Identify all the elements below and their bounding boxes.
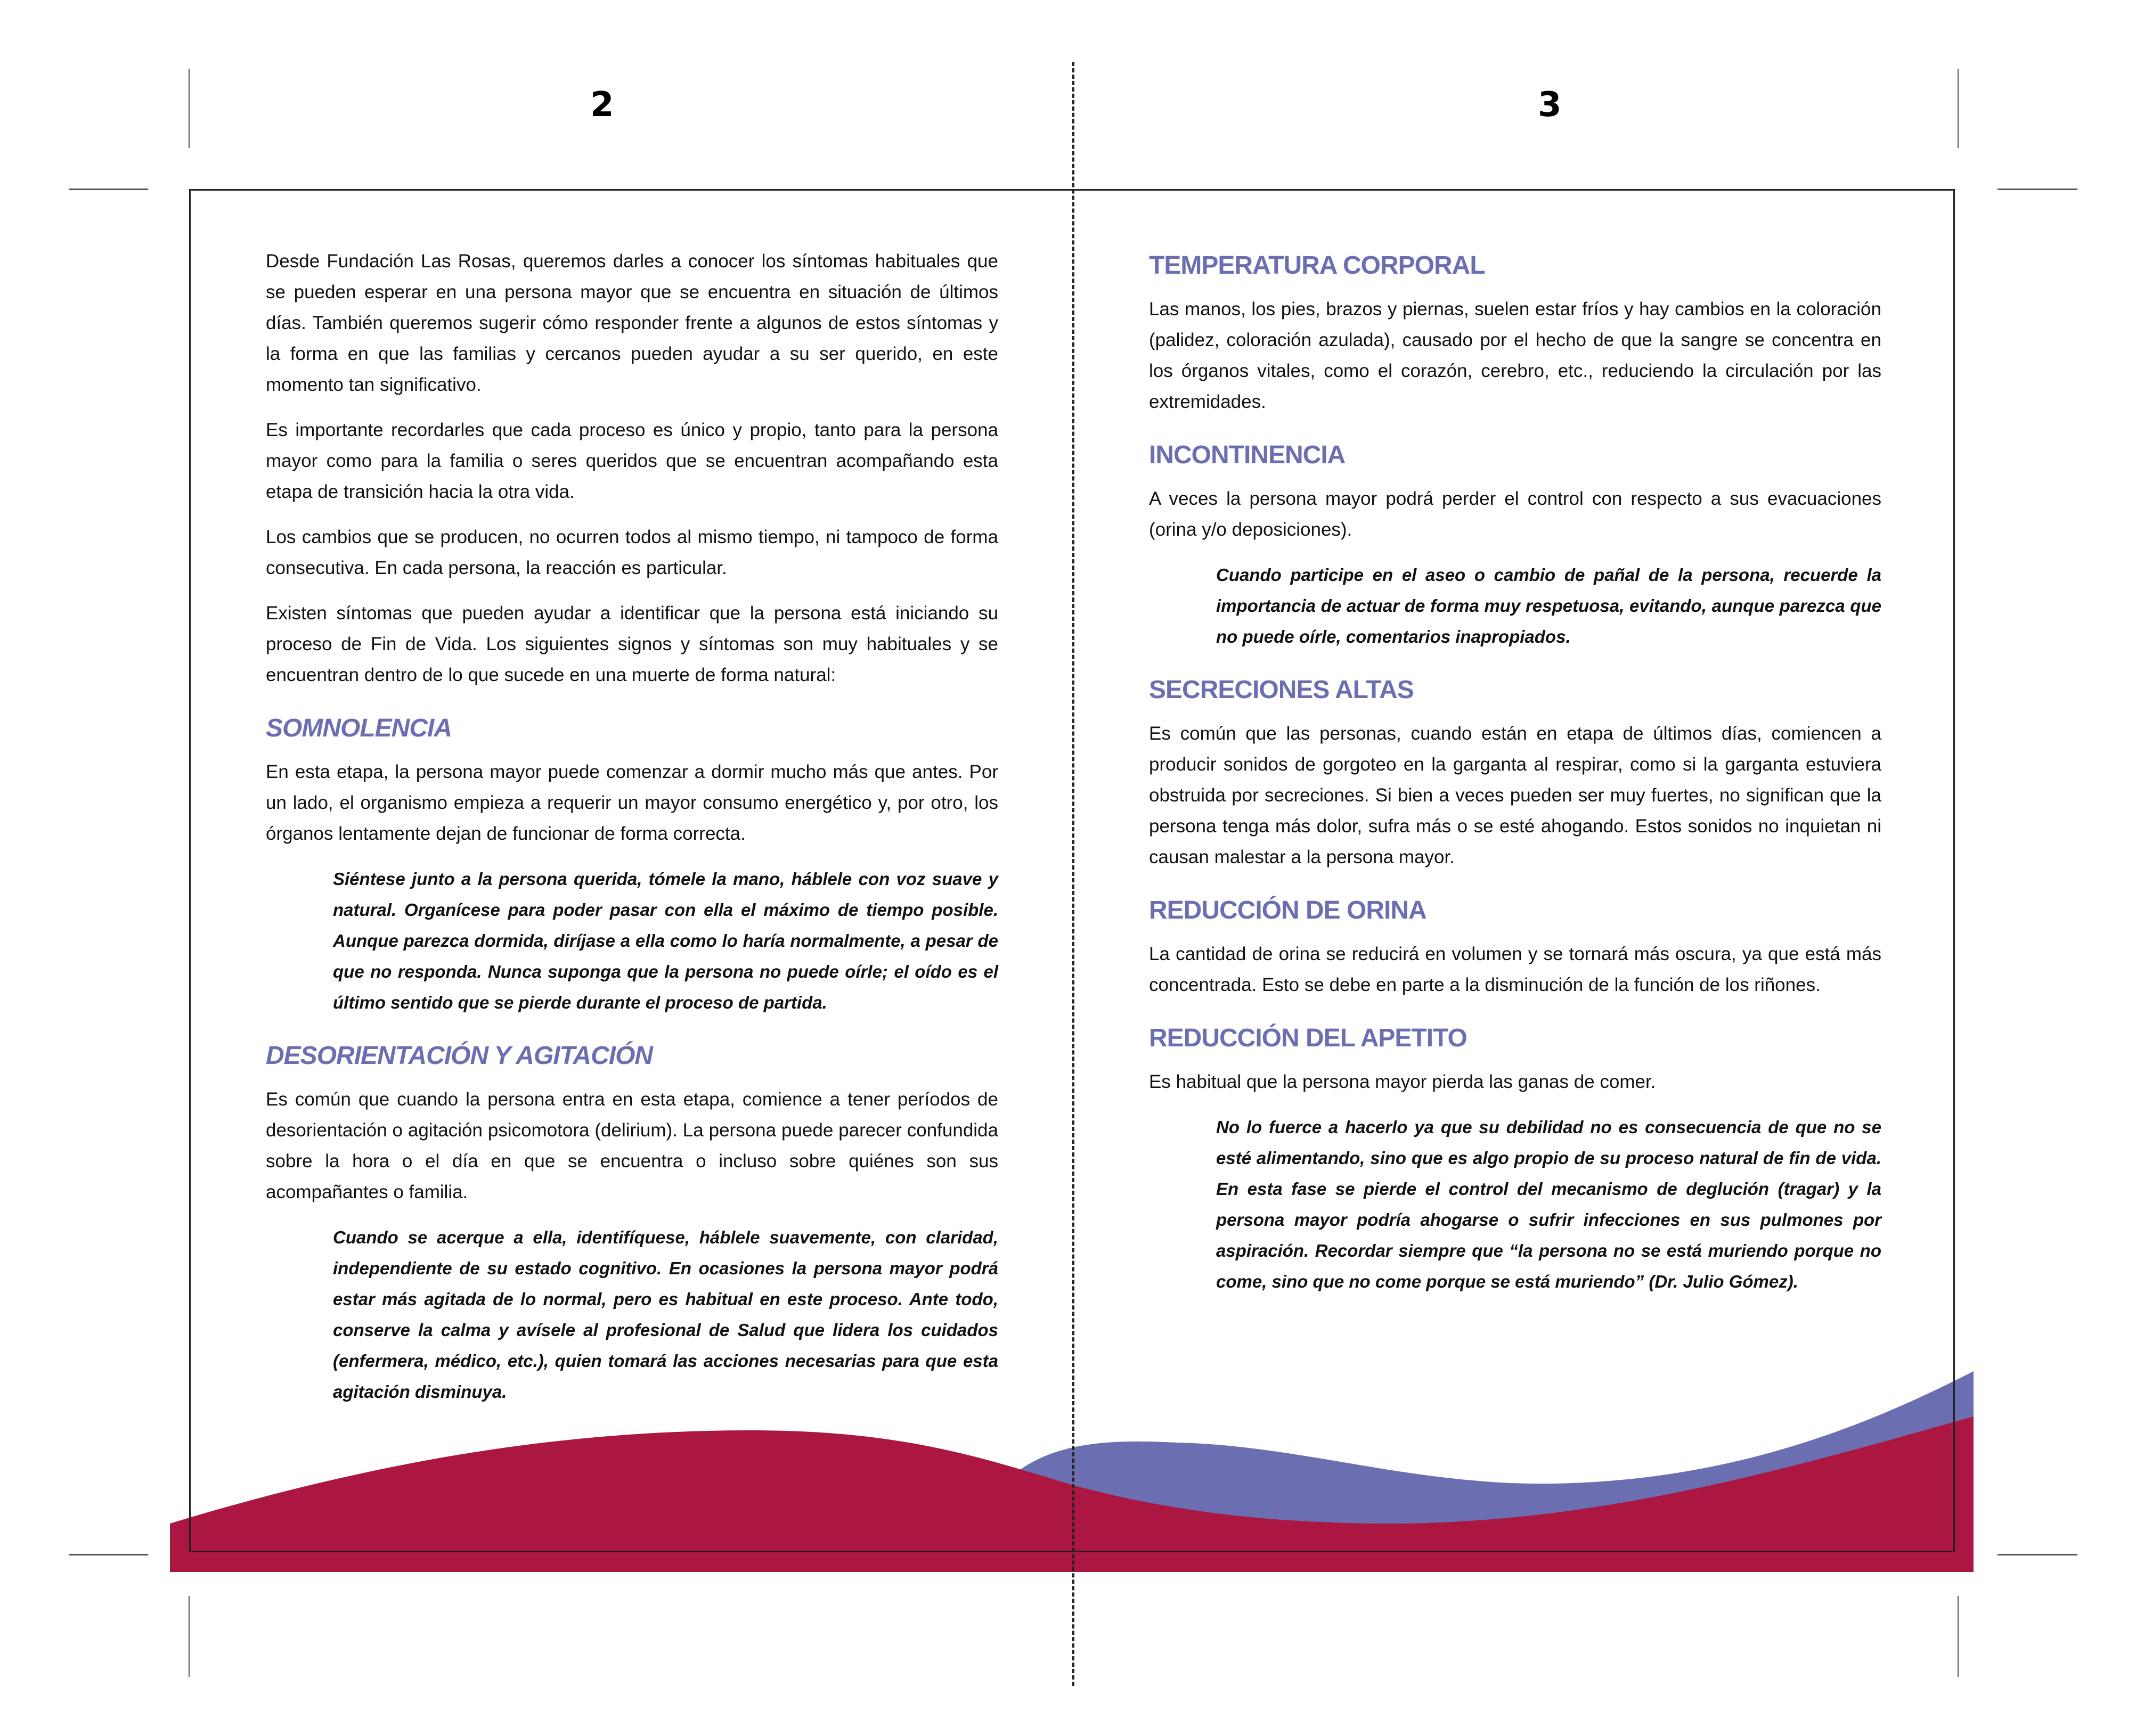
section-body-somnolencia: En esta etapa, la persona mayor puede comenzar a dormir mucho más que antes. Por un lado, el organismo empieza a requerir un mayor consumo energético y, por otro, los órganos lentamente dejan de funcionar de forma correcta. (266, 761, 998, 844)
right-page-content (1149, 250, 1881, 1312)
section-body-incontinencia: A veces la persona mayor podrá perder el control con respecto a sus evacuaciones (orina y/o deposiciones). (1149, 488, 1881, 540)
section-body-apetito: Es habitual que la persona mayor pierda las ganas de comer. (1149, 1071, 1656, 1092)
section-heading-orina: REDUCCIÓN DE ORINA (1149, 896, 1426, 924)
intro-paragraph: Desde Fundación Las Rosas, queremos darles a conocer los síntomas habituales que se pueden esperar en una persona mayor que se encuentra en situación de últimos días. También queremos sugerir cómo responder frente a algunos de estos síntomas y la forma en que las familias y cercanos pueden ayudar a su ser querido, en este momento tan significativo. (266, 251, 998, 395)
section-heading-somnolencia: SOMNOLENCIA (266, 714, 452, 742)
advice-incontinencia: Cuando participe en el aseo o cambio de pañal de la persona, recuerde la importancia de actuar de forma muy respetuosa, evitando, aunque parezca que no puede oírle, comentarios inapropiados. (1216, 565, 1881, 646)
section-body-secreciones: Es común que las personas, cuando están en etapa de últimos días, comiencen a producir sonidos de gorgoteo en la garganta al respirar, como si la garganta estuviera obstruida por secreciones. Si bien a veces pueden ser muy fuertes, no significan que la persona tenga más dolor, sufra más o se esté ahogando. Estos sonidos no inquietan ni causan malestar a la persona mayor. (1149, 723, 1881, 867)
section-heading-temperatura: TEMPERATURA CORPORAL (1149, 251, 1485, 280)
section-heading-incontinencia: INCONTINENCIA (1149, 441, 1346, 469)
intro-paragraph: Existen síntomas que pueden ayudar a identificar que la persona está iniciando su proceso de Fin de Vida. Los siguientes signos y síntomas son muy habituales y se encuentran dentro de lo que sucede en una muerte de forma natural: (266, 603, 998, 685)
section-heading-secreciones: SECRECIONES ALTAS (1149, 676, 1414, 704)
page-number-left: 2 (590, 85, 614, 125)
left-page-content (266, 246, 998, 1422)
section-body-temperatura: Las manos, los pies, brazos y piernas, suelen estar fríos y hay cambios en la coloración (palidez, coloración azulada), causado por el hecho de que la sangre se concentra en los órganos vitales, como el corazón, cerebro, etc., reduciendo la circulación por las extremidades. (1149, 299, 1881, 412)
section-body-orina: La cantidad de orina se reducirá en volumen y se tornará más oscura, ya que está más concentrada. Esto se debe en parte a la disminución de la función de los riñones. (1149, 944, 1881, 995)
advice-apetito: No lo fuerce a hacerlo ya que su debilidad no es consecuencia de que no se esté alimentando, sino que es algo propio de su proceso natural de fin de vida. En esta fase se pierde el control del mecanismo de deglución (tragar) y la persona mayor podría ahogarse o sufrir infecciones en sus pulmones por aspiración. Recordar siempre que “la persona no se está muriendo porque no come, sino que no come porque se está muriendo” (Dr. Julio Gómez). (1216, 1117, 1881, 1291)
intro-paragraph: Los cambios que se producen, no ocurren todos al mismo tiempo, ni tampoco de forma consecutiva. En cada persona, la reacción es particular. (266, 527, 998, 578)
section-heading-apetito: REDUCCIÓN DEL APETITO (1149, 1024, 1467, 1052)
advice-somnolencia: Siéntese junto a la persona querida, tómele la mano, háblele con voz suave y natural. Organícese para poder pasar con ella el máximo de tiempo posible. Aunque parezca dormida, diríjase a ella como lo haría normalmente, a pesar de que no responda. Nunca suponga que la persona no puede oírle; el oído es el último sentido que se pierde durante el proceso de partida. (333, 869, 998, 1012)
fold-line (1072, 62, 1074, 1686)
advice-desorientacion: Cuando se acerque a ella, identifíquese, háblele suavemente, con claridad, independiente de su estado cognitivo. En ocasiones la persona mayor podrá estar más agitada de lo normal, pero es habitual en este proceso. Ante todo, conserve la calma y avísele al profesional de Salud que lidera los cuidados (enfermera, médico, etc.), quien tomará las acciones necesarias para que esta agitación disminuya. (333, 1227, 998, 1402)
section-body-desorientacion: Es común que cuando la persona entra en esta etapa, comience a tener períodos de desorientación o agitación psicomotora (delirium). La persona puede parecer confundida sobre la hora o el día en que se encuentra o incluso sobre quiénes son sus acompañantes o familia. (266, 1089, 998, 1202)
intro-paragraph: Es importante recordarles que cada proceso es único y propio, tanto para la persona mayor como para la familia o seres queridos que se encuentran acompañando esta etapa de transición hacia la otra vida. (266, 420, 998, 502)
section-heading-desorientacion: DESORIENTACIÓN Y AGITACIÓN (266, 1042, 653, 1070)
wave-red (170, 1416, 1974, 1572)
page-number-right: 3 (1538, 85, 1562, 125)
